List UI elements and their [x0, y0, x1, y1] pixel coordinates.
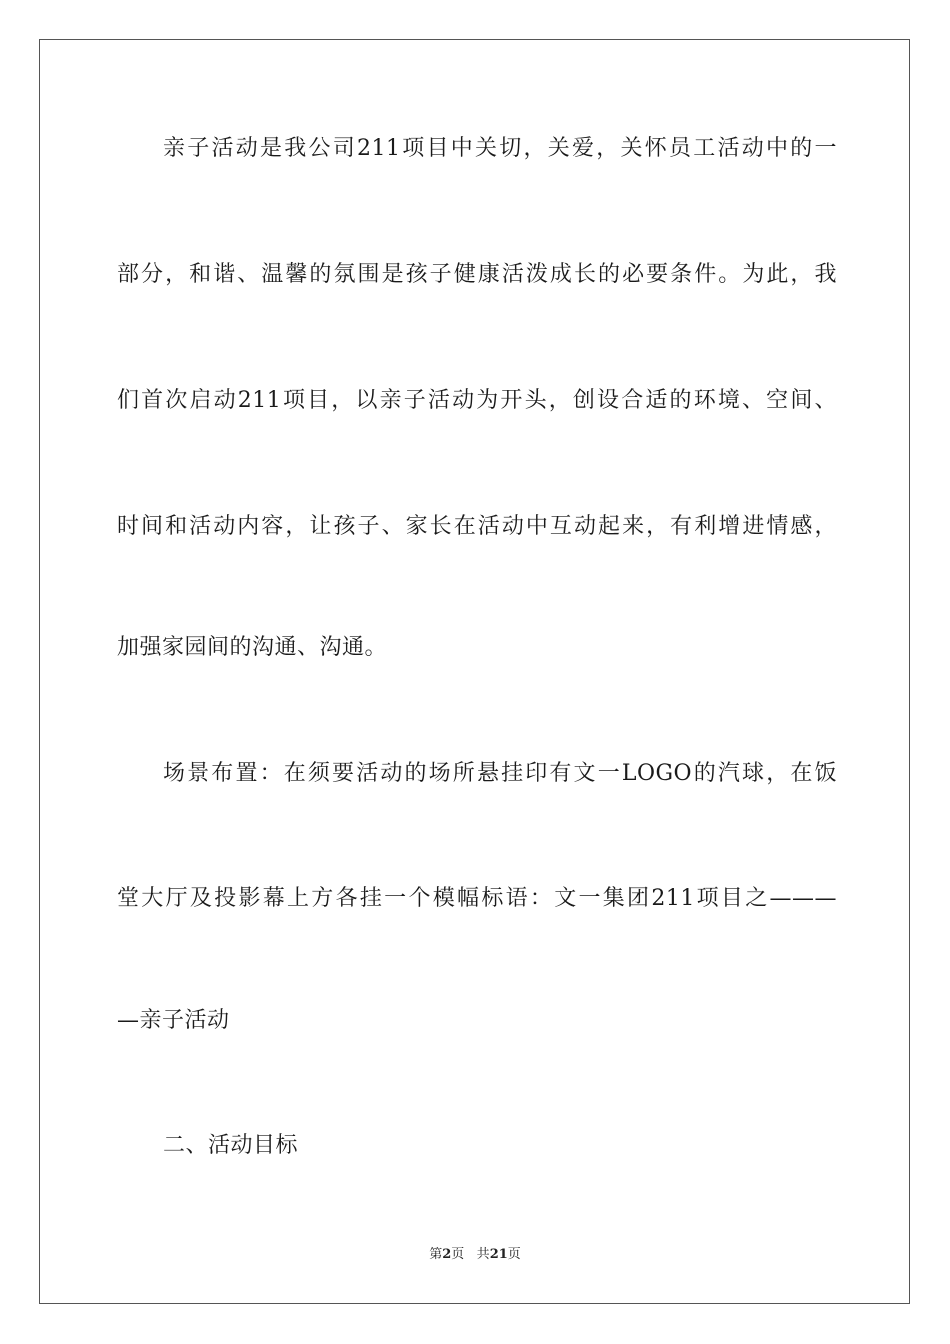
paragraph-2-line-2: 堂大厅及投影幕上方各挂一个模幅标语：文一集团211项目之———	[117, 886, 837, 911]
paragraph-1-line-1: 亲子活动是我公司211项目中关切，关爱，关怀员工活动中的一	[163, 136, 837, 161]
paragraph-1-line-5: 加强家园间的沟通、沟通。	[117, 635, 388, 660]
section-heading: 二、活动目标	[163, 1133, 299, 1158]
footer-total-pages: 21	[489, 1247, 508, 1262]
paragraph-1-line-4: 时间和活动内容，让孩子、家长在活动中互动起来，有利增进情感，	[117, 514, 837, 539]
footer-page-suffix: 页	[451, 1247, 465, 1262]
paragraph-2-line-1: 场景布置：在须要活动的场所悬挂印有文一LOGO的汽球，在饭	[163, 761, 837, 786]
footer-total-prefix: 共	[476, 1247, 490, 1262]
paragraph-2-line-3: —亲子活动	[117, 1008, 230, 1033]
page-border	[39, 39, 910, 1304]
footer-page-number: 2	[442, 1247, 452, 1262]
paragraph-1-line-2: 部分，和谐、温馨的氛围是孩子健康活泼成长的必要条件。为此，我	[117, 262, 837, 287]
paragraph-1-line-3: 们首次启动211项目，以亲子活动为开头，创设合适的环境、空间、	[117, 388, 837, 413]
page-footer	[0, 1246, 950, 1264]
footer-prefix: 第	[429, 1247, 443, 1262]
footer-total-suffix: 页	[507, 1247, 521, 1262]
